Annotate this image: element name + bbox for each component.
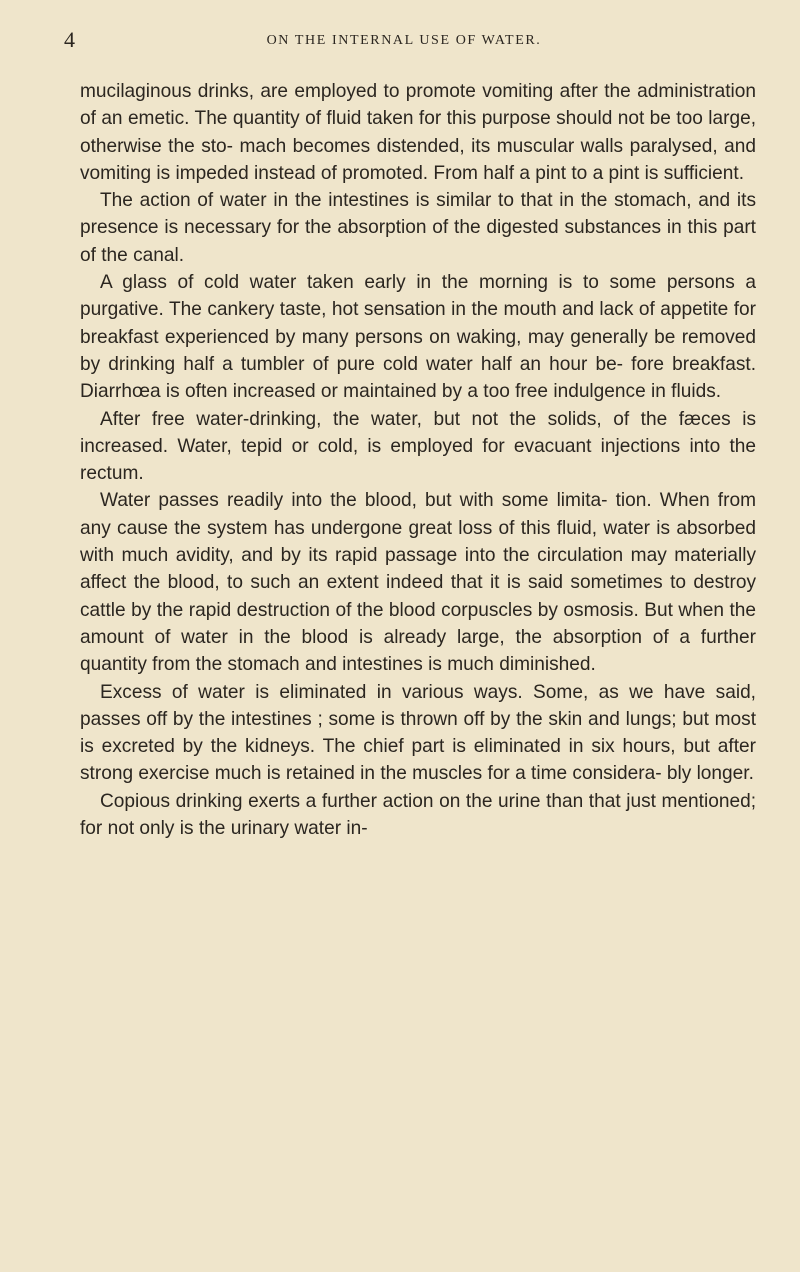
paragraph-continued: mucilaginous drinks, are employed to promote vomiting after the administration of an emetic. The quantity of fluid taken for this purpose should not be too large, otherwise the sto- mach becomes distended, its muscular walls paralysed, and vomiting is impeded instead of promoted. From half a pint to a pint is sufficient.	[80, 81, 756, 184]
page-number: 4	[64, 27, 75, 52]
running-head	[64, 28, 744, 52]
paragraph-copious-drinking: Copious drinking exerts a further action on the urine than that just mentioned; for not only is the urinary water in-	[80, 790, 756, 840]
paragraph-blood-absorption: Water passes readily into the blood, but with some limita- tion. When from any cause the system has undergone great loss of this fluid, water is absorbed with much avidity, and by its rapid passage into the circulation may materially affect the blood, to such an extent indeed that it is said sometimes to destroy cattle by the rapid destruction of the blood corpuscles by osmosis. But when the amount of water in the blood is already large, the absorption of a further quantity from the stomach and intestines is much diminished.	[80, 490, 756, 676]
paragraph-intestines: The action of water in the intestines is similar to that in the stomach, and its presence is necessary for the absorption of the digested substances in this part of the canal.	[80, 190, 756, 266]
body-text	[80, 78, 756, 842]
running-title: ON THE INTERNAL USE OF WATER.	[266, 33, 542, 48]
paragraph-free-drinking: After free water-drinking, the water, but not the solids, of the fæces is increased. Water, tepid or cold, is employed for evacuant injections into the rectum.	[80, 408, 756, 485]
paragraph-morning-glass: A glass of cold water taken early in the morning is to some persons a purgative. The cankery taste, hot sensation in the mouth and lack of appetite for breakfast experienced by many persons on waking, may generally be removed by drinking half a tumbler of pure cold water half an hour be- fore breakfast. Diarrhœa is often increased or maintained by a too free indulgence in fluids.	[80, 272, 756, 403]
paragraph-elimination: Excess of water is eliminated in various ways. Some, as we have said, passes off by the intestines ; some is thrown off by the skin and lungs; but most is excreted by the kidneys. The chief part is eliminated in six hours, but after strong exercise much is retained in the muscles for a time considera- bly longer.	[80, 681, 756, 785]
